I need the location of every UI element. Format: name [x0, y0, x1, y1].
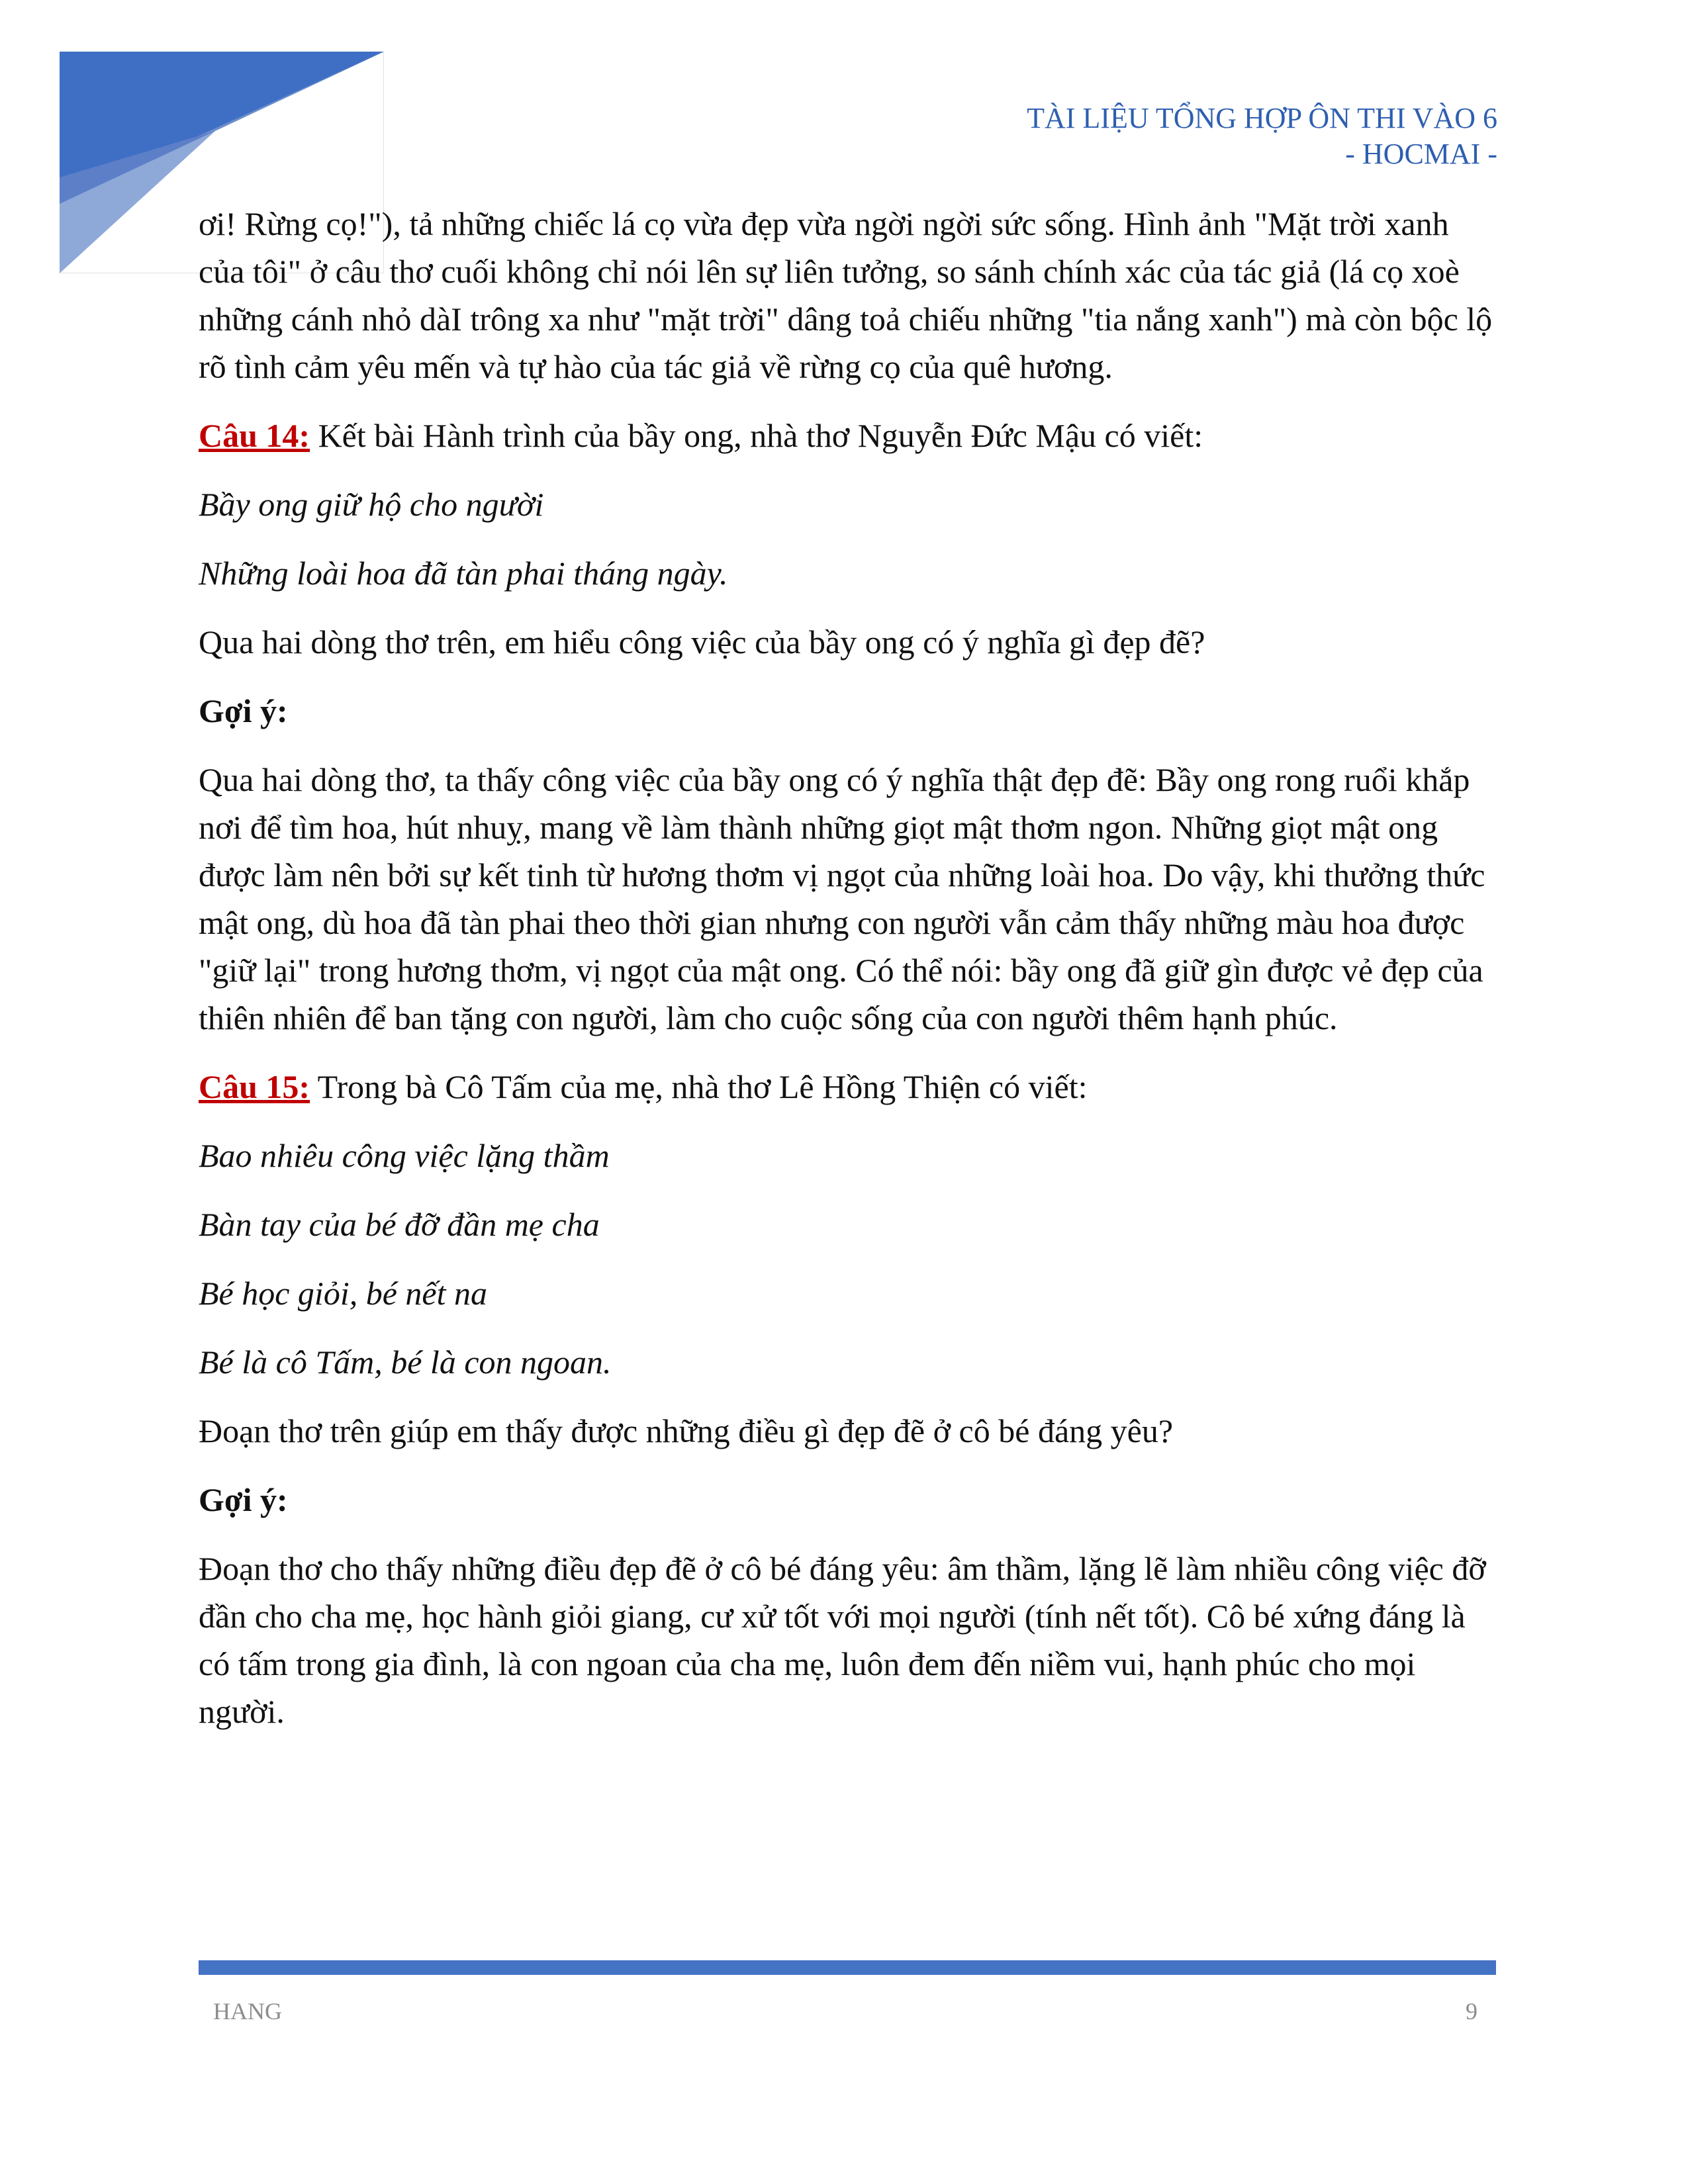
poem-line: Bao nhiêu công việc lặng thầm — [199, 1137, 610, 1174]
hint-label: Gợi ý: — [199, 692, 288, 729]
question-14-prompt: Qua hai dòng thơ trên, em hiểu công việc của bầy ong có ý nghĩa gì đẹp đẽ? — [199, 623, 1205, 660]
document-body — [199, 200, 1496, 1756]
poem-line: Bé học giỏi, bé nết na — [199, 1275, 487, 1312]
question-15-prompt: Đoạn thơ trên giúp em thấy được những điều gì đẹp đẽ ở cô bé đáng yêu? — [199, 1412, 1174, 1449]
poem-line: Những loài hoa đã tàn phai tháng ngày. — [199, 555, 728, 592]
hint-label: Gợi ý: — [199, 1481, 288, 1518]
poem-line: Bầy ong giữ hộ cho người — [199, 486, 544, 523]
question-14 — [199, 412, 1496, 459]
footer-bar — [199, 1960, 1496, 1975]
intro-paragraph: ơi! Rừng cọ!"), tả những chiếc lá cọ vừa đẹp vừa ngời ngời sức sống. Hình ảnh "Mặt trời xanh của tôi" ở câu thơ cuối không chỉ nói lên sự liên tưởng, so sánh chính xác của tác giả (lá cọ xoè những cánh nhỏ dàI trông xa như "mặt trời" dâng toả chiếu những "tia nắng xanh") mà còn bộc lộ rõ tình cảm yêu mến và tự hào của tác giả về rừng cọ của quê hương. — [199, 205, 1493, 385]
page-number: 9 — [1466, 1998, 1477, 2025]
header-title: TÀI LIỆU TỔNG HỢP ÔN THI VÀO 6 — [1027, 102, 1497, 134]
header-subtitle: - HOCMAI - — [1345, 138, 1497, 170]
question-15-text: Trong bà Cô Tấm của mẹ, nhà thơ Lê Hồng Thiện có viết: — [310, 1068, 1088, 1105]
poem-line: Bàn tay của bé đỡ đần mẹ cha — [199, 1206, 600, 1243]
poem-line: Bé là cô Tấm, bé là con ngoan. — [199, 1343, 612, 1381]
footer-text: HANG — [213, 1998, 282, 2025]
question-14-label: Câu 14: — [199, 417, 310, 454]
question-14-text: Kết bài Hành trình của bầy ong, nhà thơ Nguyễn Đức Mậu có viết: — [310, 417, 1203, 454]
page-header — [1027, 101, 1497, 172]
answer-14: Qua hai dòng thơ, ta thấy công việc của bầy ong có ý nghĩa thật đẹp đẽ: Bầy ong rong ruổi khắp nơi để tìm hoa, hút nhuỵ, mang về làm thành những giọt mật thơm ngon. Những giọt mật ong được làm nên bởi sự kết tinh từ hương thơm vị ngọt của những loài hoa. Do vậy, khi thưởng thức mật ong, dù hoa đã tàn phai theo thời gian nhưng con người vẫn cảm thấy những màu hoa được "giữ lại" trong hương thơm, vị ngọt của mật ong. Có thể nói: bầy ong đã giữ gìn được vẻ đẹp của thiên nhiên để ban tặng con người, làm cho cuộc sống của con người thêm hạnh phúc. — [199, 761, 1485, 1036]
question-15-label: Câu 15: — [199, 1068, 310, 1105]
question-15 — [199, 1063, 1496, 1111]
answer-15: Đoạn thơ cho thấy những điều đẹp đẽ ở cô bé đáng yêu: âm thầm, lặng lẽ làm nhiều công việc đỡ đần cho cha mẹ, học hành giỏi giang, cư xử tốt với mọi người (tính nết tốt). Cô bé xứng đáng là có tấm trong gia đình, là con ngoan của cha mẹ, luôn đem đến niềm vui, hạnh phúc cho mọi người. — [199, 1550, 1486, 1730]
